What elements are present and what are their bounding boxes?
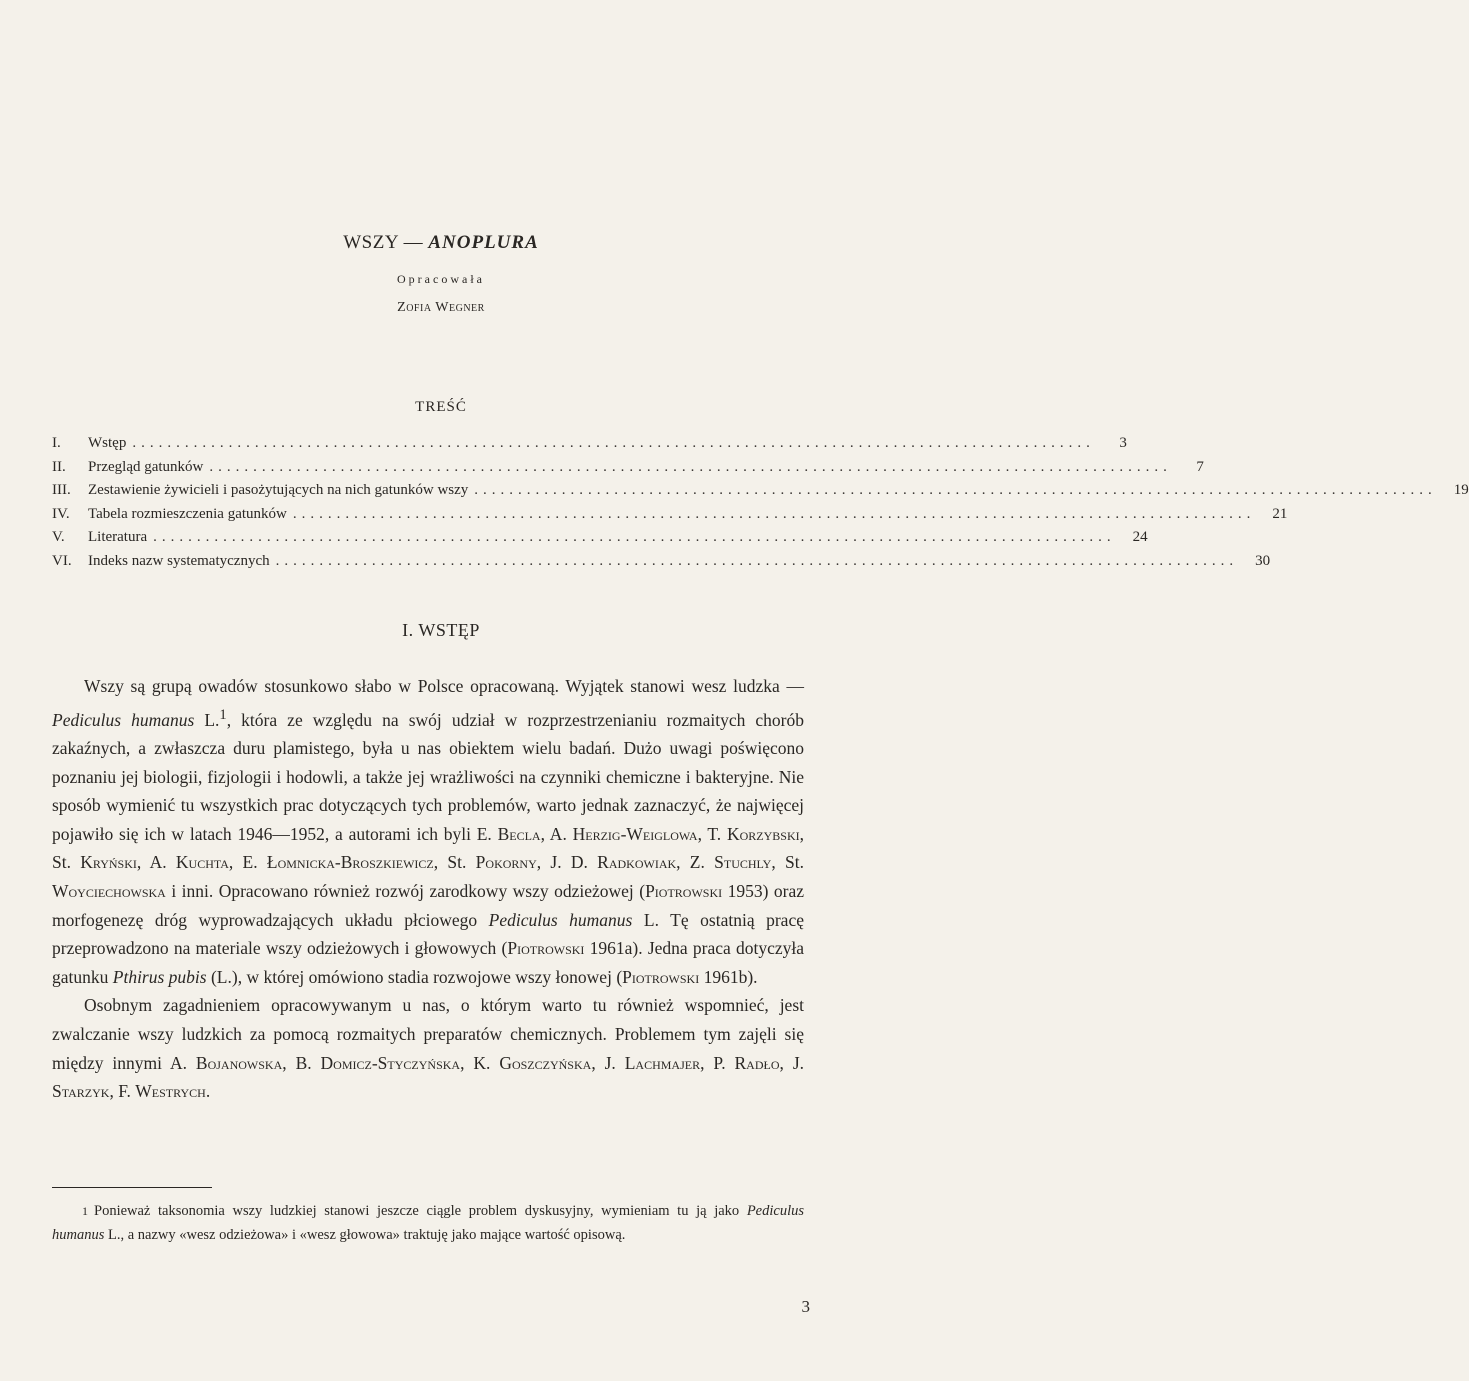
toc-item-label: Wstęp bbox=[88, 435, 127, 451]
author-surname: Pokorny bbox=[475, 852, 537, 873]
toc-leader-dots: .............................................................................................................. bbox=[275, 552, 1239, 569]
text-run: , B. bbox=[282, 1052, 321, 1073]
toc-item-number: IV. bbox=[52, 505, 70, 522]
toc-item-number: V. bbox=[52, 529, 65, 546]
author-surname: Piotrowski bbox=[622, 966, 700, 987]
toc-item bbox=[52, 479, 1469, 503]
text-run: Wszy są grupą owadów stosunkowo słabo w Polsce opracowaną. Wyjątek stanowi wesz ludzka — bbox=[84, 676, 804, 696]
footnote-mark: 1 bbox=[82, 1204, 88, 1218]
article-title bbox=[0, 232, 882, 254]
paragraph bbox=[52, 991, 804, 1105]
text-run: , St. bbox=[771, 852, 804, 873]
author-surname: Łomnicka-Broszkiewicz bbox=[266, 852, 434, 873]
author-surname: Lachmajer bbox=[624, 1052, 701, 1073]
text-run: , J. D. bbox=[536, 852, 598, 873]
author-surname: Kryński bbox=[80, 852, 137, 873]
text-run: , która ze względu na swój udział w rozprzestrzenianiu rozmaitych chorób zakaźnych, a zwłaszcza duru plamistego, była u nas obiektem wielu badań. Dużo uwagi poświęcono poznaniu jej biologii, fizjologii i hodowli, a także jej wrażliwości na czynniki chemiczne i bakteryjne. Nie sposób wymienić tu wszystkich prac dotyczących tych problemów, warto jednak zaznaczyć, że najwięcej pojawiło się ich w latach 1946—1952, a autorami ich byli E. bbox=[52, 709, 805, 844]
footnote bbox=[52, 1200, 804, 1247]
toc-leader-dots: .............................................................................................................. bbox=[209, 458, 1172, 475]
toc-item-page: 30 bbox=[1255, 552, 1271, 569]
toc-item bbox=[52, 432, 1127, 456]
text-run: Osobnym zagadnieniem opracowywanym u nas, o którym warto tu również wspomnieć, jest zwalczanie wszy ludzkich za pomocą rozmaitych preparatów chemicznych. Problemem tym zajęli się między innymi A. bbox=[52, 995, 804, 1073]
species-name: Pediculus humanus bbox=[52, 1203, 804, 1243]
author-surname: Becla bbox=[497, 823, 541, 844]
toc-leader-dots: .............................................................................................................. bbox=[292, 505, 1256, 522]
author-surname: Radkowiak bbox=[597, 852, 677, 873]
author-surname: Woyciechowska bbox=[52, 880, 166, 901]
author-surname: Bojanowska bbox=[195, 1052, 283, 1073]
byline: Opracowała bbox=[397, 272, 485, 286]
footnote-divider bbox=[52, 1187, 212, 1188]
title-prefix: WSZY — bbox=[343, 232, 429, 253]
author-surname: Goszczyńska bbox=[499, 1052, 592, 1073]
author-surname: Domicz-Styczyńska bbox=[320, 1052, 461, 1073]
toc-item-number: I. bbox=[52, 435, 61, 451]
toc-item-page: 21 bbox=[1272, 505, 1288, 522]
text-run: . bbox=[205, 1081, 211, 1102]
text-run: 1961a). Jedna praca dotyczyła gatunku bbox=[52, 938, 804, 987]
author-surname: Radło bbox=[734, 1052, 780, 1073]
toc-leader-dots: .............................................................................................................. bbox=[153, 529, 1116, 546]
toc-item-number: III. bbox=[52, 482, 71, 499]
text-run: , A. bbox=[136, 852, 176, 873]
toc-item-label: Indeks nazw systematycznych bbox=[88, 552, 270, 569]
text-run: , F. bbox=[109, 1081, 136, 1102]
toc-item bbox=[52, 503, 1288, 527]
text-run: Ponieważ taksonomia wszy ludzkiej stanowi jeszcze ciągle problem dyskusyjny, wymieniam tu ją jako bbox=[94, 1203, 747, 1219]
text-run: , E. bbox=[228, 852, 267, 873]
toc-item bbox=[52, 550, 1271, 574]
author-surname: Kuchta bbox=[175, 852, 229, 873]
species-name: Pthirus pubis bbox=[112, 966, 207, 987]
table-of-contents bbox=[52, 432, 1469, 574]
toc-item-label: Przegląd gatunków bbox=[88, 458, 204, 475]
title-latin-name: ANOPLURA bbox=[428, 232, 539, 253]
species-name: Pediculus humanus bbox=[488, 909, 633, 930]
toc-item bbox=[52, 456, 1204, 480]
species-name: Pediculus humanus bbox=[52, 709, 195, 730]
text-run: L. bbox=[194, 709, 220, 730]
section-heading: I. WSTĘP bbox=[402, 620, 480, 640]
toc-item-page: 24 bbox=[1132, 529, 1148, 546]
author-surname: Piotrowski bbox=[645, 880, 723, 901]
page-number: 3 bbox=[801, 1297, 810, 1316]
author-surname: Herzig-Weiglowa bbox=[572, 823, 698, 844]
toc-item-page: 3 bbox=[1119, 435, 1127, 451]
text-run: i inni. Opracowano również rozwój zarodkowy wszy odzieżowej ( bbox=[165, 880, 646, 901]
paragraph bbox=[52, 672, 804, 991]
text-run: L. Tę ostatnią pracę przeprowadzono na materiale wszy odzieżowych i głowowych ( bbox=[52, 909, 804, 959]
text-run: , A. bbox=[540, 823, 573, 844]
toc-leader-dots: .............................................................................................................. bbox=[474, 482, 1437, 499]
text-run: 1961b). bbox=[699, 966, 758, 987]
text-run: , Z. bbox=[676, 852, 715, 873]
toc-item-label: Tabela rozmieszczenia gatunków bbox=[88, 505, 287, 522]
text-run: , J. bbox=[591, 1052, 625, 1073]
toc-leader-dots: .............................................................................................................. bbox=[132, 435, 1095, 451]
author-surname: Korzybski bbox=[726, 823, 800, 844]
footnote-reference: 1 bbox=[219, 706, 227, 723]
text-run: , P. bbox=[700, 1052, 735, 1073]
toc-item-page: 7 bbox=[1196, 458, 1204, 475]
text-run: (L.), w której omówiono stadia rozwojowe wszy łonowej ( bbox=[206, 966, 623, 987]
author-surname: Piotrowski bbox=[507, 938, 585, 959]
text-run: , St. bbox=[433, 852, 476, 873]
text-run: , St. bbox=[52, 823, 804, 873]
text-run: 1953) oraz morfogenezę dróg wyprowadzających układu płciowego bbox=[52, 880, 804, 930]
toc-item-label: Literatura bbox=[88, 529, 148, 546]
author-name: Zofia Wegner bbox=[397, 300, 485, 315]
text-run: , J. bbox=[779, 1052, 804, 1073]
author-surname: Westrych bbox=[135, 1081, 206, 1102]
text-run: L., a nazwy «wesz odzieżowa» i «wesz głowowa» traktuję jako mające wartość opisową. bbox=[104, 1226, 626, 1243]
text-run: , T. bbox=[697, 823, 727, 844]
toc-item-label: Zestawienie żywicieli i pasożytujących na nich gatunków wszy bbox=[88, 482, 469, 499]
toc-heading: TREŚĆ bbox=[415, 399, 467, 415]
body-text bbox=[52, 672, 804, 1106]
author-surname: Stuchly bbox=[714, 852, 772, 873]
toc-item-number: II. bbox=[52, 458, 66, 475]
author-surname: Starzyk bbox=[52, 1081, 110, 1102]
toc-item-page: 19 bbox=[1453, 482, 1469, 499]
toc-item bbox=[52, 526, 1148, 550]
text-run: , K. bbox=[460, 1052, 500, 1073]
toc-item-number: VI. bbox=[52, 552, 72, 569]
